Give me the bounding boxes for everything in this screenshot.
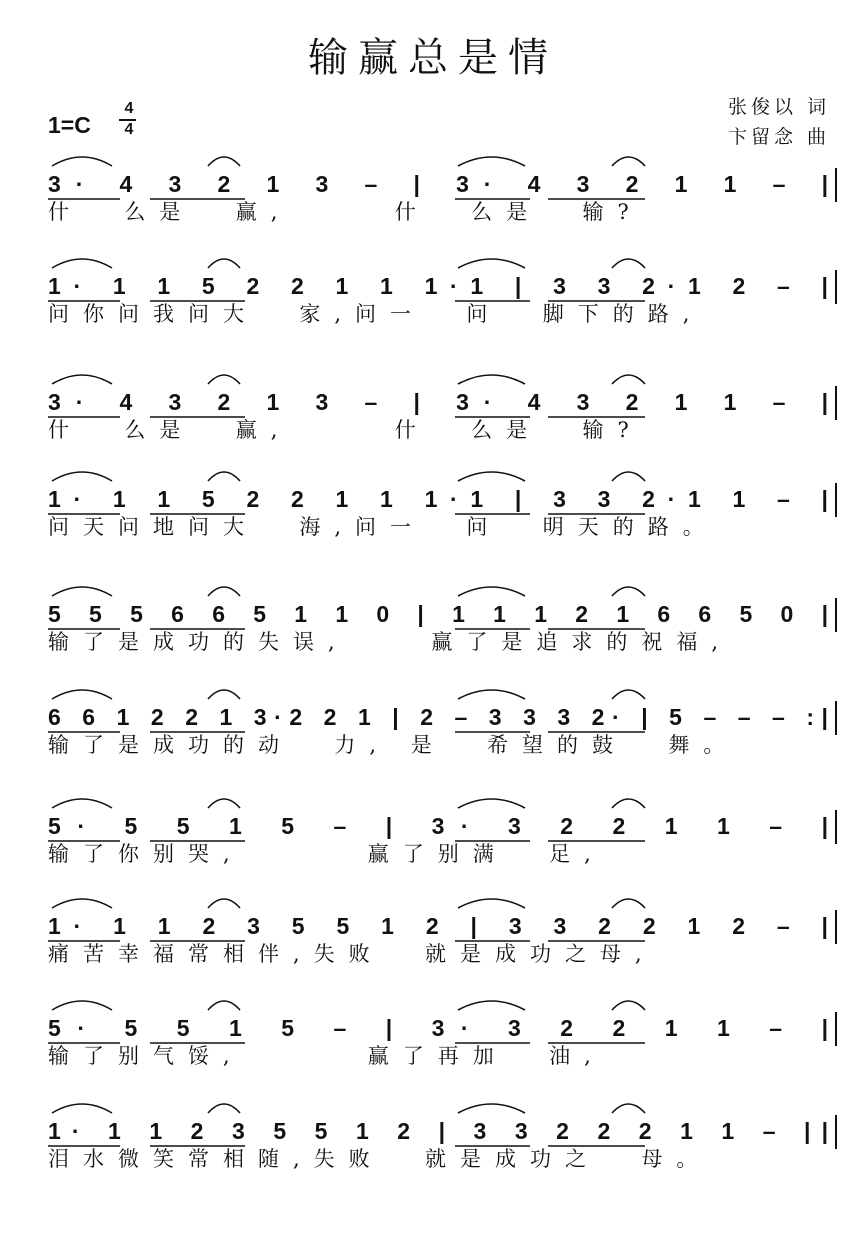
slur-arc bbox=[208, 1001, 240, 1010]
slur-arc bbox=[612, 1104, 645, 1113]
slur-arc bbox=[208, 157, 240, 166]
slur-arc bbox=[208, 375, 240, 384]
slur-arc bbox=[458, 690, 525, 699]
jianpu-notes: 5· 5 5 1 5 – | 3· 3 2 2 1 1 – | bbox=[48, 813, 828, 839]
jianpu-notes: 1· 1 1 5 2 2 1 1 1·1 | 3 3 2·1 2 – | bbox=[48, 273, 828, 299]
slur-arc bbox=[208, 899, 240, 908]
slur-arc bbox=[208, 259, 240, 268]
slur-arc bbox=[612, 375, 645, 384]
score-system bbox=[0, 792, 866, 884]
lyric-line: 泪水微笑常相随,失败 就是成功之 母。 bbox=[48, 1147, 712, 1171]
jianpu-notes: 1· 1 1 2 3 5 5 1 2 | 3 3 2 2 2 1 1 – || bbox=[48, 1118, 829, 1144]
slur-arc bbox=[612, 799, 645, 808]
jianpu-notes: 3· 4 3 2 1 3 – | 3· 4 3 2 1 1 – | bbox=[48, 171, 828, 197]
slur-arc bbox=[458, 799, 525, 808]
slur-arc bbox=[458, 899, 525, 908]
lyric-line: 输了你别哭, 赢了别满 足, bbox=[48, 842, 605, 866]
slur-arc bbox=[612, 587, 645, 596]
slur-arc bbox=[458, 375, 525, 384]
slur-arc bbox=[52, 899, 112, 908]
lyric-line: 输了是成功的失误, 赢了是追求的祝福, bbox=[48, 630, 733, 654]
lyric-line: 什 么是 赢, 什 么是 输? bbox=[48, 418, 643, 442]
slur-arc bbox=[52, 1001, 112, 1010]
slur-arc bbox=[52, 472, 112, 481]
time-signature-line bbox=[119, 119, 136, 121]
lyric-line: 输了别气馁, 赢了再加 油, bbox=[48, 1044, 605, 1068]
slur-arc bbox=[612, 472, 645, 481]
song-title: 输赢总是情 bbox=[308, 35, 558, 81]
score-system bbox=[0, 580, 866, 672]
slur-arc bbox=[458, 587, 525, 596]
slur-arc bbox=[458, 157, 525, 166]
score-system bbox=[0, 683, 866, 775]
lyric-line: 问天问地问大 海,问一 问 明天的路。 bbox=[48, 515, 718, 539]
jianpu-notes: 6 6 1 2 2 1 3·2 2 1 | 2 – 3 3 3 2· | 5 – – – :| bbox=[48, 704, 828, 730]
slur-arc bbox=[52, 1104, 112, 1113]
slur-arc bbox=[52, 690, 112, 699]
score-system bbox=[0, 892, 866, 984]
slur-arc bbox=[612, 899, 645, 908]
key-signature: 1=C bbox=[48, 112, 91, 138]
slur-arc bbox=[612, 1001, 645, 1010]
slur-arc bbox=[612, 259, 645, 268]
score-system bbox=[0, 368, 866, 460]
lyric-line: 什 么是 赢, 什 么是 输? bbox=[48, 200, 643, 224]
slur-arc bbox=[52, 259, 112, 268]
time-numerator: 4 bbox=[124, 100, 134, 117]
composer-credit: 卞留念 曲 bbox=[728, 126, 831, 148]
lyric-line: 问你问我问大 家,问一 问 脚下的路, bbox=[48, 302, 704, 326]
jianpu-notes: 1· 1 1 2 3 5 5 1 2 | 3 3 2 2 1 2 – | bbox=[48, 913, 828, 939]
slur-arc bbox=[208, 587, 240, 596]
slur-arc bbox=[52, 157, 112, 166]
score-system bbox=[0, 150, 866, 242]
slur-arc bbox=[612, 690, 645, 699]
time-denominator: 4 bbox=[124, 121, 134, 138]
jianpu-notes: 5 5 5 6 6 5 1 1 0 | 1 1 1 2 1 6 6 5 0 | bbox=[48, 601, 828, 627]
lyric-line: 输了是成功的动 力, 是 希望的鼓 舞。 bbox=[48, 733, 739, 757]
slur-arc bbox=[458, 259, 525, 268]
slur-arc bbox=[208, 472, 240, 481]
lyric-line: 痛苦幸福常相伴,失败 就是成功之母, bbox=[48, 942, 656, 966]
score-system bbox=[0, 994, 866, 1086]
score-system bbox=[0, 252, 866, 344]
lyricist-credit: 张俊以 词 bbox=[728, 96, 831, 118]
slur-arc bbox=[458, 1104, 525, 1113]
slur-arc bbox=[458, 1001, 525, 1010]
jianpu-notes: 3· 4 3 2 1 3 – | 3· 4 3 2 1 1 – | bbox=[48, 389, 828, 415]
slur-arc bbox=[52, 799, 112, 808]
score-system bbox=[0, 465, 866, 557]
slur-arc bbox=[52, 587, 112, 596]
jianpu-notes: 1· 1 1 5 2 2 1 1 1·1 | 3 3 2·1 1 – | bbox=[48, 486, 828, 512]
score-system bbox=[0, 1097, 866, 1189]
slur-arc bbox=[208, 1104, 240, 1113]
slur-arc bbox=[208, 799, 240, 808]
jianpu-notes: 5· 5 5 1 5 – | 3· 3 2 2 1 1 – | bbox=[48, 1015, 828, 1041]
slur-arc bbox=[52, 375, 112, 384]
slur-arc bbox=[208, 690, 240, 699]
slur-arc bbox=[458, 472, 525, 481]
slur-arc bbox=[612, 157, 645, 166]
